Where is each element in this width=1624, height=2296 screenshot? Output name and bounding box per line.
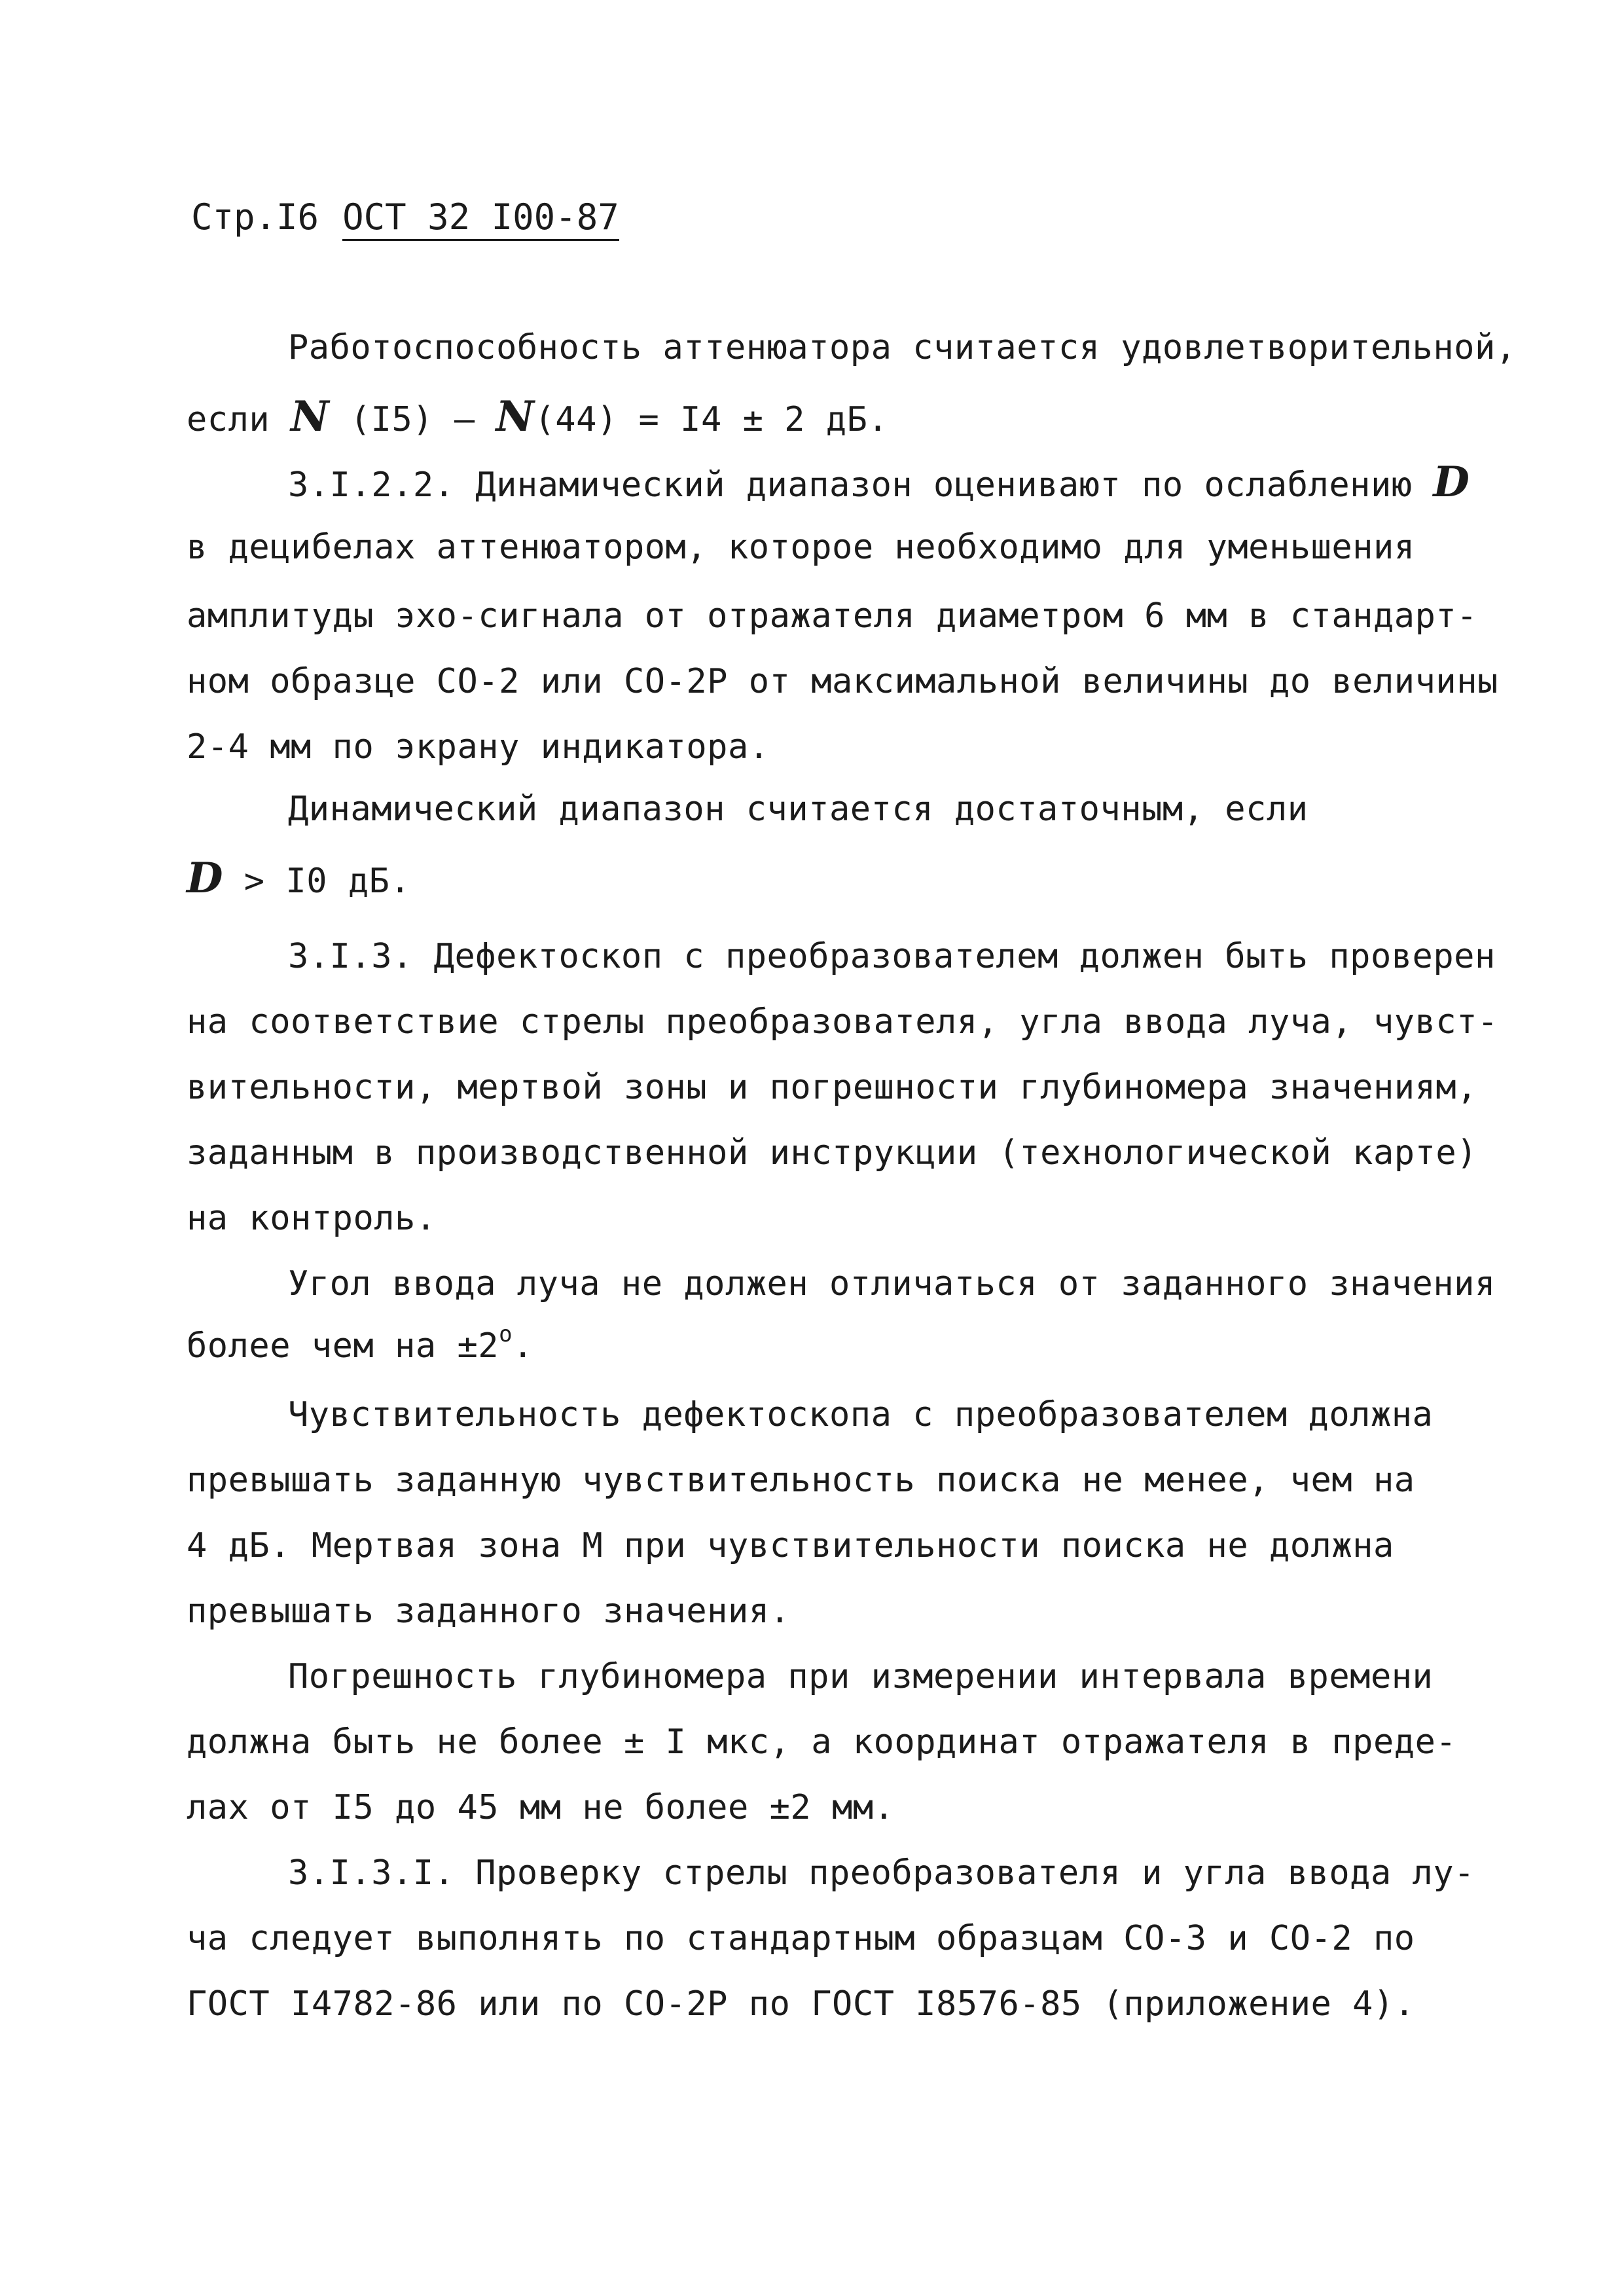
text-line: 2-4 мм по экрану индикатора. [187, 727, 770, 767]
document-number: ОСТ 32 I00-87 [342, 196, 619, 241]
page-header [191, 196, 619, 238]
text-line: на контроль. [187, 1199, 437, 1238]
text-line: Погрешность глубиномера при измерении интервала времени [288, 1657, 1434, 1696]
page-number: Стр.I6 [191, 196, 319, 238]
symbol-n: N [291, 392, 330, 441]
symbol-d: D [187, 854, 223, 903]
text-line: заданным в производственной инструкции (технологической карте) [187, 1133, 1478, 1173]
text-line: 4 дБ. Мертвая зона М при чувствительности поиска не должна [187, 1526, 1394, 1565]
text-line: ном образце СО-2 или СО-2Р от максимальной величины до величины [187, 662, 1498, 701]
text-line: ча следует выполнять по стандартным образцам СО-3 и СО-2 по [187, 1919, 1415, 1958]
text-line: превышать заданную чувствительность поиска не менее, чем на [187, 1461, 1415, 1500]
formula-line: D > I0 дБ. [187, 854, 411, 903]
degree-sign: о [499, 1321, 513, 1347]
text-line: должна быть не более ± I мкс, а координат отражателя в преде- [187, 1722, 1457, 1762]
text-line: в децибелах аттенюатором, которое необходимо для уменьшения [187, 528, 1415, 567]
text-line: 3.I.3. Дефектоскоп с преобразователем должен быть проверен [288, 937, 1496, 976]
text-line: Чувствительность дефектоскопа с преобразователем должна [288, 1395, 1434, 1434]
text-line: Динамический диапазон считается достаточным, если [288, 790, 1308, 829]
text-line: амплитуды эхо-сигнала от отражателя диаметром 6 мм в стандарт- [187, 596, 1478, 636]
symbol-n: N [496, 392, 535, 441]
text-line: Работоспособность аттенюатора считается удовлетворительной, [288, 328, 1517, 367]
text-line: вительности, мертвой зоны и погрешности глубиномера значениям, [187, 1068, 1478, 1107]
text-line: лах от I5 до 45 мм не более ±2 мм. [187, 1788, 895, 1827]
formula-line: если N (I5) – N(44) = I4 ± 2 дБ. [187, 392, 889, 441]
text-line: на соответствие стрелы преобразователя, угла ввода луча, чувст- [187, 1002, 1498, 1042]
text-line: более чем на $\pm 2^о$. [187, 1321, 533, 1366]
text-line: превышать заданного значения. [187, 1592, 791, 1631]
text-line: Угол ввода луча не должен отличаться от заданного значения [288, 1264, 1496, 1303]
text-line: 3.I.3.I. Проверку стрелы преобразователя и угла ввода лу- [288, 1853, 1475, 1893]
text-line: 3.I.2.2. Динамический диапазон оценивают по ослаблению D [288, 458, 1470, 507]
symbol-d: D [1433, 458, 1470, 507]
text-line: ГОСТ I4782-86 или по СО-2Р по ГОСТ I8576-85 (приложение 4). [187, 1984, 1415, 2024]
